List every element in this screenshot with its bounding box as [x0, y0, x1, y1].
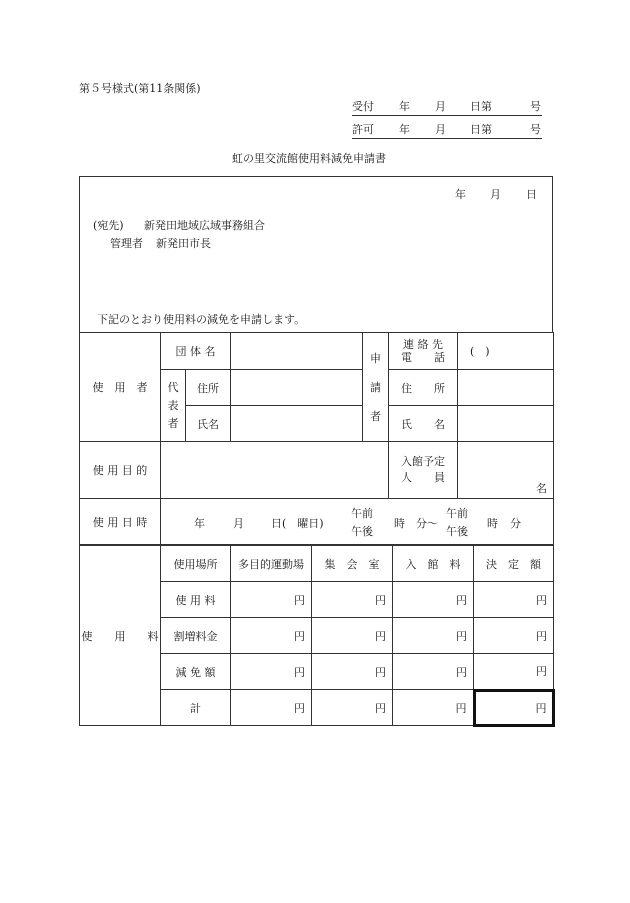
- applicant-label: 申 請 者: [363, 333, 389, 442]
- fee-cell[interactable]: 円: [231, 654, 312, 690]
- addressee: 新発田地域広域事務組合: [144, 219, 265, 232]
- dt-am: 午前: [351, 507, 373, 520]
- fee-cell[interactable]: 円: [474, 654, 554, 690]
- fee-col-meeting-room: 集 会 室: [312, 546, 393, 582]
- permit-underline: [352, 138, 542, 139]
- fee-cell[interactable]: 円: [231, 690, 312, 726]
- fee-row-label: 使 用 料: [161, 582, 231, 618]
- permit-number: 号: [530, 123, 541, 136]
- group-name-field[interactable]: [231, 333, 363, 370]
- application-date-year: 年: [455, 188, 466, 201]
- fee-col-decided: 決 定 額: [474, 546, 554, 582]
- user-label: 使 用 者: [80, 333, 161, 442]
- fee-cell[interactable]: 円: [312, 690, 393, 726]
- dt-minute: 分: [510, 517, 521, 530]
- form-number: 第５号様式(第11条関係): [79, 82, 201, 95]
- request-text: 下記のとおり使用料の減免を申請します。: [97, 313, 306, 326]
- manager-name: 新発田市長: [156, 237, 211, 250]
- rep-name-field[interactable]: [231, 406, 363, 442]
- dt-year: 年: [194, 517, 205, 530]
- receipt-label: 受付: [352, 100, 374, 113]
- applicant-name-label: 氏 名: [389, 406, 458, 442]
- dt-day: 日( 曜日): [271, 517, 324, 530]
- document-title: 虹の里交流館使用料減免申請書: [232, 152, 386, 165]
- fee-row-label: 計: [161, 690, 231, 726]
- contact-phone-field[interactable]: ( ): [458, 333, 554, 370]
- fee-row-label: 割増料金: [161, 618, 231, 654]
- permit-label: 許可: [352, 123, 374, 136]
- application-form-table: [79, 332, 554, 545]
- rep-name-label: 氏名: [186, 406, 231, 442]
- application-date-day: 日: [526, 188, 537, 201]
- representative-label: 代 表 者: [161, 370, 186, 442]
- dt-hour: 時: [394, 517, 405, 530]
- receipt-year: 年: [399, 100, 410, 113]
- visitors-label: 入館予定 人 員: [389, 442, 458, 499]
- fee-cell[interactable]: 円: [393, 582, 474, 618]
- receipt-number: 号: [530, 100, 541, 113]
- dt-minute-to: 分～: [416, 517, 438, 530]
- fee-row-label: 減 免 額: [161, 654, 231, 690]
- permit-year: 年: [399, 123, 410, 136]
- group-name-label: 団 体 名: [161, 333, 231, 370]
- dt-month: 月: [233, 517, 244, 530]
- visitors-field[interactable]: [458, 442, 554, 499]
- fee-cell[interactable]: 円: [474, 618, 554, 654]
- dt-hour2: 時: [487, 517, 498, 530]
- fee-label: 使 用 料: [80, 546, 161, 726]
- rep-address-label: 住所: [186, 370, 231, 406]
- fee-col-sports-field: 多目的運動場: [231, 546, 312, 582]
- fee-cell[interactable]: 円: [312, 582, 393, 618]
- receipt-underline: [352, 115, 542, 116]
- datetime-field[interactable]: [161, 499, 554, 545]
- datetime-label: 使 用 日 時: [80, 499, 161, 545]
- fee-table: [79, 545, 555, 727]
- addressee-prefix: (宛先): [93, 219, 124, 232]
- fee-cell[interactable]: 円: [312, 654, 393, 690]
- dt-am2: 午前: [446, 507, 468, 520]
- fee-cell[interactable]: 円: [474, 582, 554, 618]
- visitors-unit: 名: [536, 482, 547, 495]
- purpose-field[interactable]: [161, 442, 389, 499]
- rep-address-field[interactable]: [231, 370, 363, 406]
- fee-cell[interactable]: 円: [312, 618, 393, 654]
- purpose-label: 使 用 目 的: [80, 442, 161, 499]
- manager-label: 管理者: [110, 237, 143, 250]
- application-box: [79, 176, 553, 333]
- permit-month: 月: [435, 123, 446, 136]
- applicant-address-label: 住 所: [389, 370, 458, 406]
- receipt-day-no: 日第: [470, 100, 492, 113]
- application-date-month: 月: [490, 188, 501, 201]
- fee-total-decided-cell[interactable]: 円: [474, 690, 554, 726]
- applicant-address-field[interactable]: [458, 370, 554, 406]
- fee-cell[interactable]: 円: [393, 654, 474, 690]
- dt-pm2: 午後: [446, 525, 468, 538]
- receipt-month: 月: [435, 100, 446, 113]
- dt-pm: 午後: [351, 525, 373, 538]
- applicant-name-field[interactable]: [458, 406, 554, 442]
- contact-phone-label: 連 絡 先 電 話: [389, 333, 458, 370]
- fee-cell[interactable]: 円: [231, 618, 312, 654]
- fee-col-admission: 入 館 料: [393, 546, 474, 582]
- fee-cell[interactable]: 円: [393, 690, 474, 726]
- fee-cell[interactable]: 円: [231, 582, 312, 618]
- fee-col-location: 使用場所: [161, 546, 231, 582]
- fee-cell[interactable]: 円: [393, 618, 474, 654]
- permit-day-no: 日第: [470, 123, 492, 136]
